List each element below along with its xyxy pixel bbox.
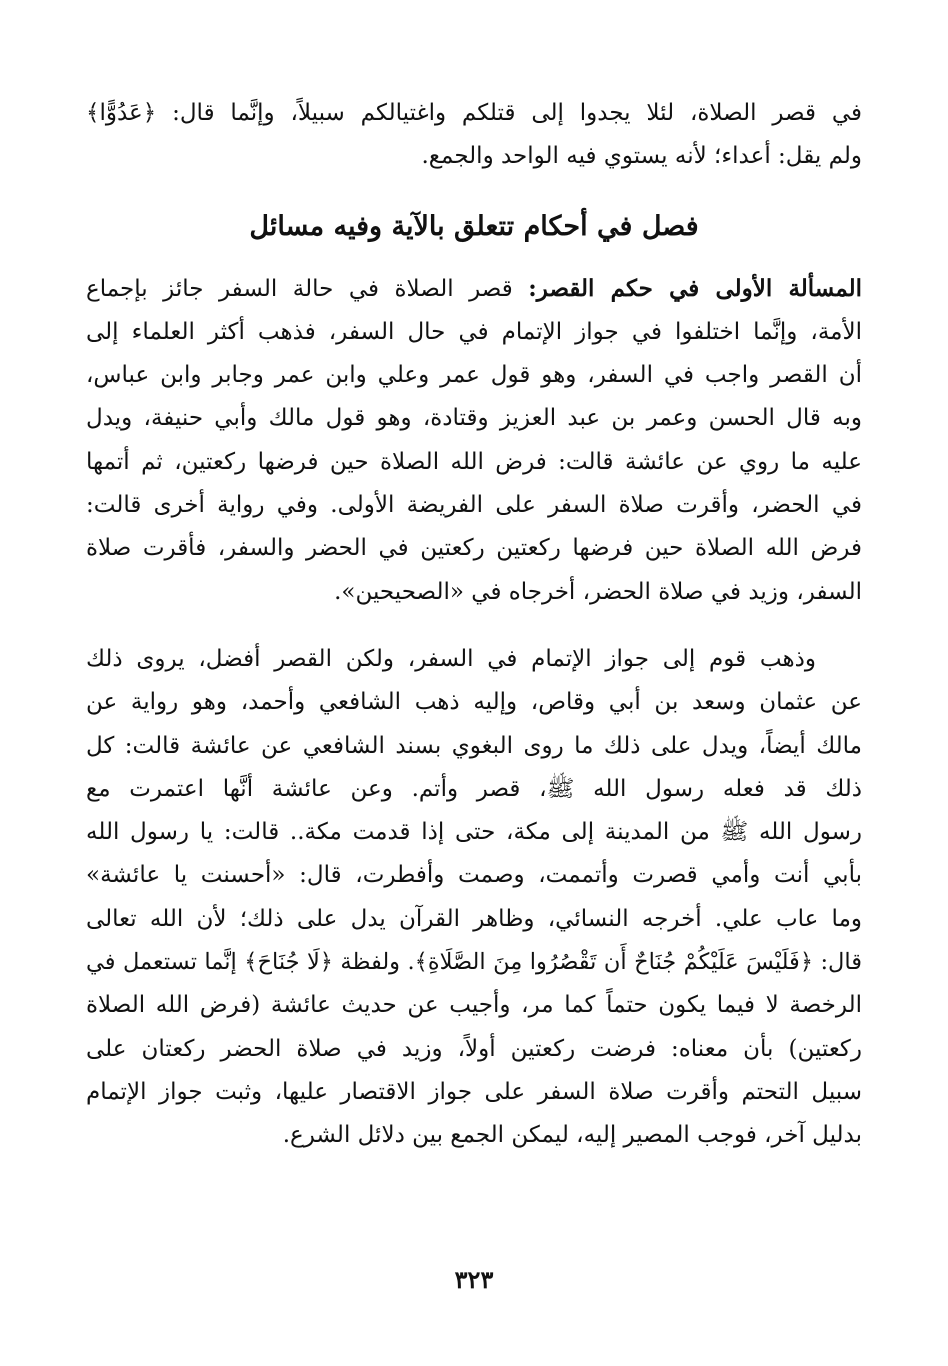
text-line: في الحضر، وأقرت صلاة السفر على الفريضة الأولى. وفي رواية أخرى قالت: [86,492,862,519]
text-line: السفر، وزيد في صلاة الحضر، أخرجاه في «الصحيحين». [334,578,862,605]
text-line: وبه قال الحسن وعمر بن عبد العزيز وقتادة، وهو قول مالك وأبي حنيفة، ويدل [86,405,862,432]
text-line: رسول الله ﷺ من المدينة إلى مكة، حتى إذا قدمت مكة.. قالت: يا رسول الله [86,819,862,846]
text-line: وما عاب علي. أخرجه النسائي، وظاهر القرآن يدل على ذلك؛ لأن الله تعالى [86,905,862,932]
page-number: ٣٢٣ [454,1265,494,1294]
text-line-rest: قصر الصلاة في حالة السفر جائز بإجماع [86,275,513,302]
text-line: أن القصر واجب في السفر، وهو قول عمر وعلي وابن عمر وجابر وابن عباس، [86,362,862,389]
text-line: قال: ﴿فَلَيْسَ عَلَيْكُمْ جُنَاحٌ أَن تَقْصُرُوا مِنَ الصَّلَاةِ﴾. ولفظة ﴿لَا جُنَاحَ﴾ إنَّما تستعمل في [86,949,862,976]
paragraph-first-issue [86,267,862,614]
text-line: سبيل التحتم وأقرت صلاة السفر على جواز الاقتصار عليها، وثبت جواز الإتمام [86,1078,862,1105]
text-line: عليه ما روي عن عائشة قالت: فرض الله الصلاة حين فرضها ركعتين، ثم أتمها [86,448,862,475]
text-line: عن عثمان وسعد بن أبي وقاص، وإليه ذهب الشافعي وأحمد، وهو رواية عن [86,689,862,716]
text-line: فرض الله الصلاة حين فرضها ركعتين ركعتين في الحضر والسفر، فأقرت صلاة [86,535,862,562]
text-line: ذلك قد فعله رسول الله ﷺ، قصر وأتم. وعن عائشة أنَّها اعتمرت مع [86,775,862,802]
text-line: بأبي أنت وأمي قصرت وأتممت، وصمت وأفطرت، قال: «أحسنت يا عائشة» [86,862,862,889]
paragraph-gap [86,614,862,638]
text-line [86,267,862,311]
text-line: مالك أيضاً، ويدل على ذلك ما روى البغوي بسند الشافعي عن عائشة قالت: كل [86,732,862,759]
paragraph-continuation [86,92,862,179]
section-heading: فصل في أحكام تتعلق بالآية وفيه مسائل [249,210,699,242]
text-line: بدليل آخر، فوجب المصير إليه، ليمكن الجمع بين دلائل الشرع. [282,1122,862,1149]
text-line: الرخصة لا فيما يكون حتماً كما مر، وأجيب عن حديث عائشة (فرض الله الصلاة [86,992,862,1019]
text-line: ولم يقل: أعداء؛ لأنه يستوي فيه الواحد والجمع. [421,143,862,170]
text-line: في قصر الصلاة، لئلا يجدوا إلى قتلكم واغتيالكم سبيلاً، وإنَّما قال: ﴿عَدُوًّا﴾ [86,100,862,126]
text-line: وذهب قوم إلى جواز الإتمام في السفر، ولكن القصر أفضل، يروى ذلك [86,645,816,672]
text-line: ركعتين) بأن معناه: فرضت ركعتين أولاً، وزيد في صلاة الحضر ركعتان على [86,1035,862,1062]
text-line: الأمة، وإنَّما اختلفوا في جواز الإتمام في حال السفر، فذهب أكثر العلماء إلى [86,318,862,345]
issue-title: المسألة الأولى في حكم القصر: [528,274,863,302]
paragraph-second-opinion [86,638,862,1158]
